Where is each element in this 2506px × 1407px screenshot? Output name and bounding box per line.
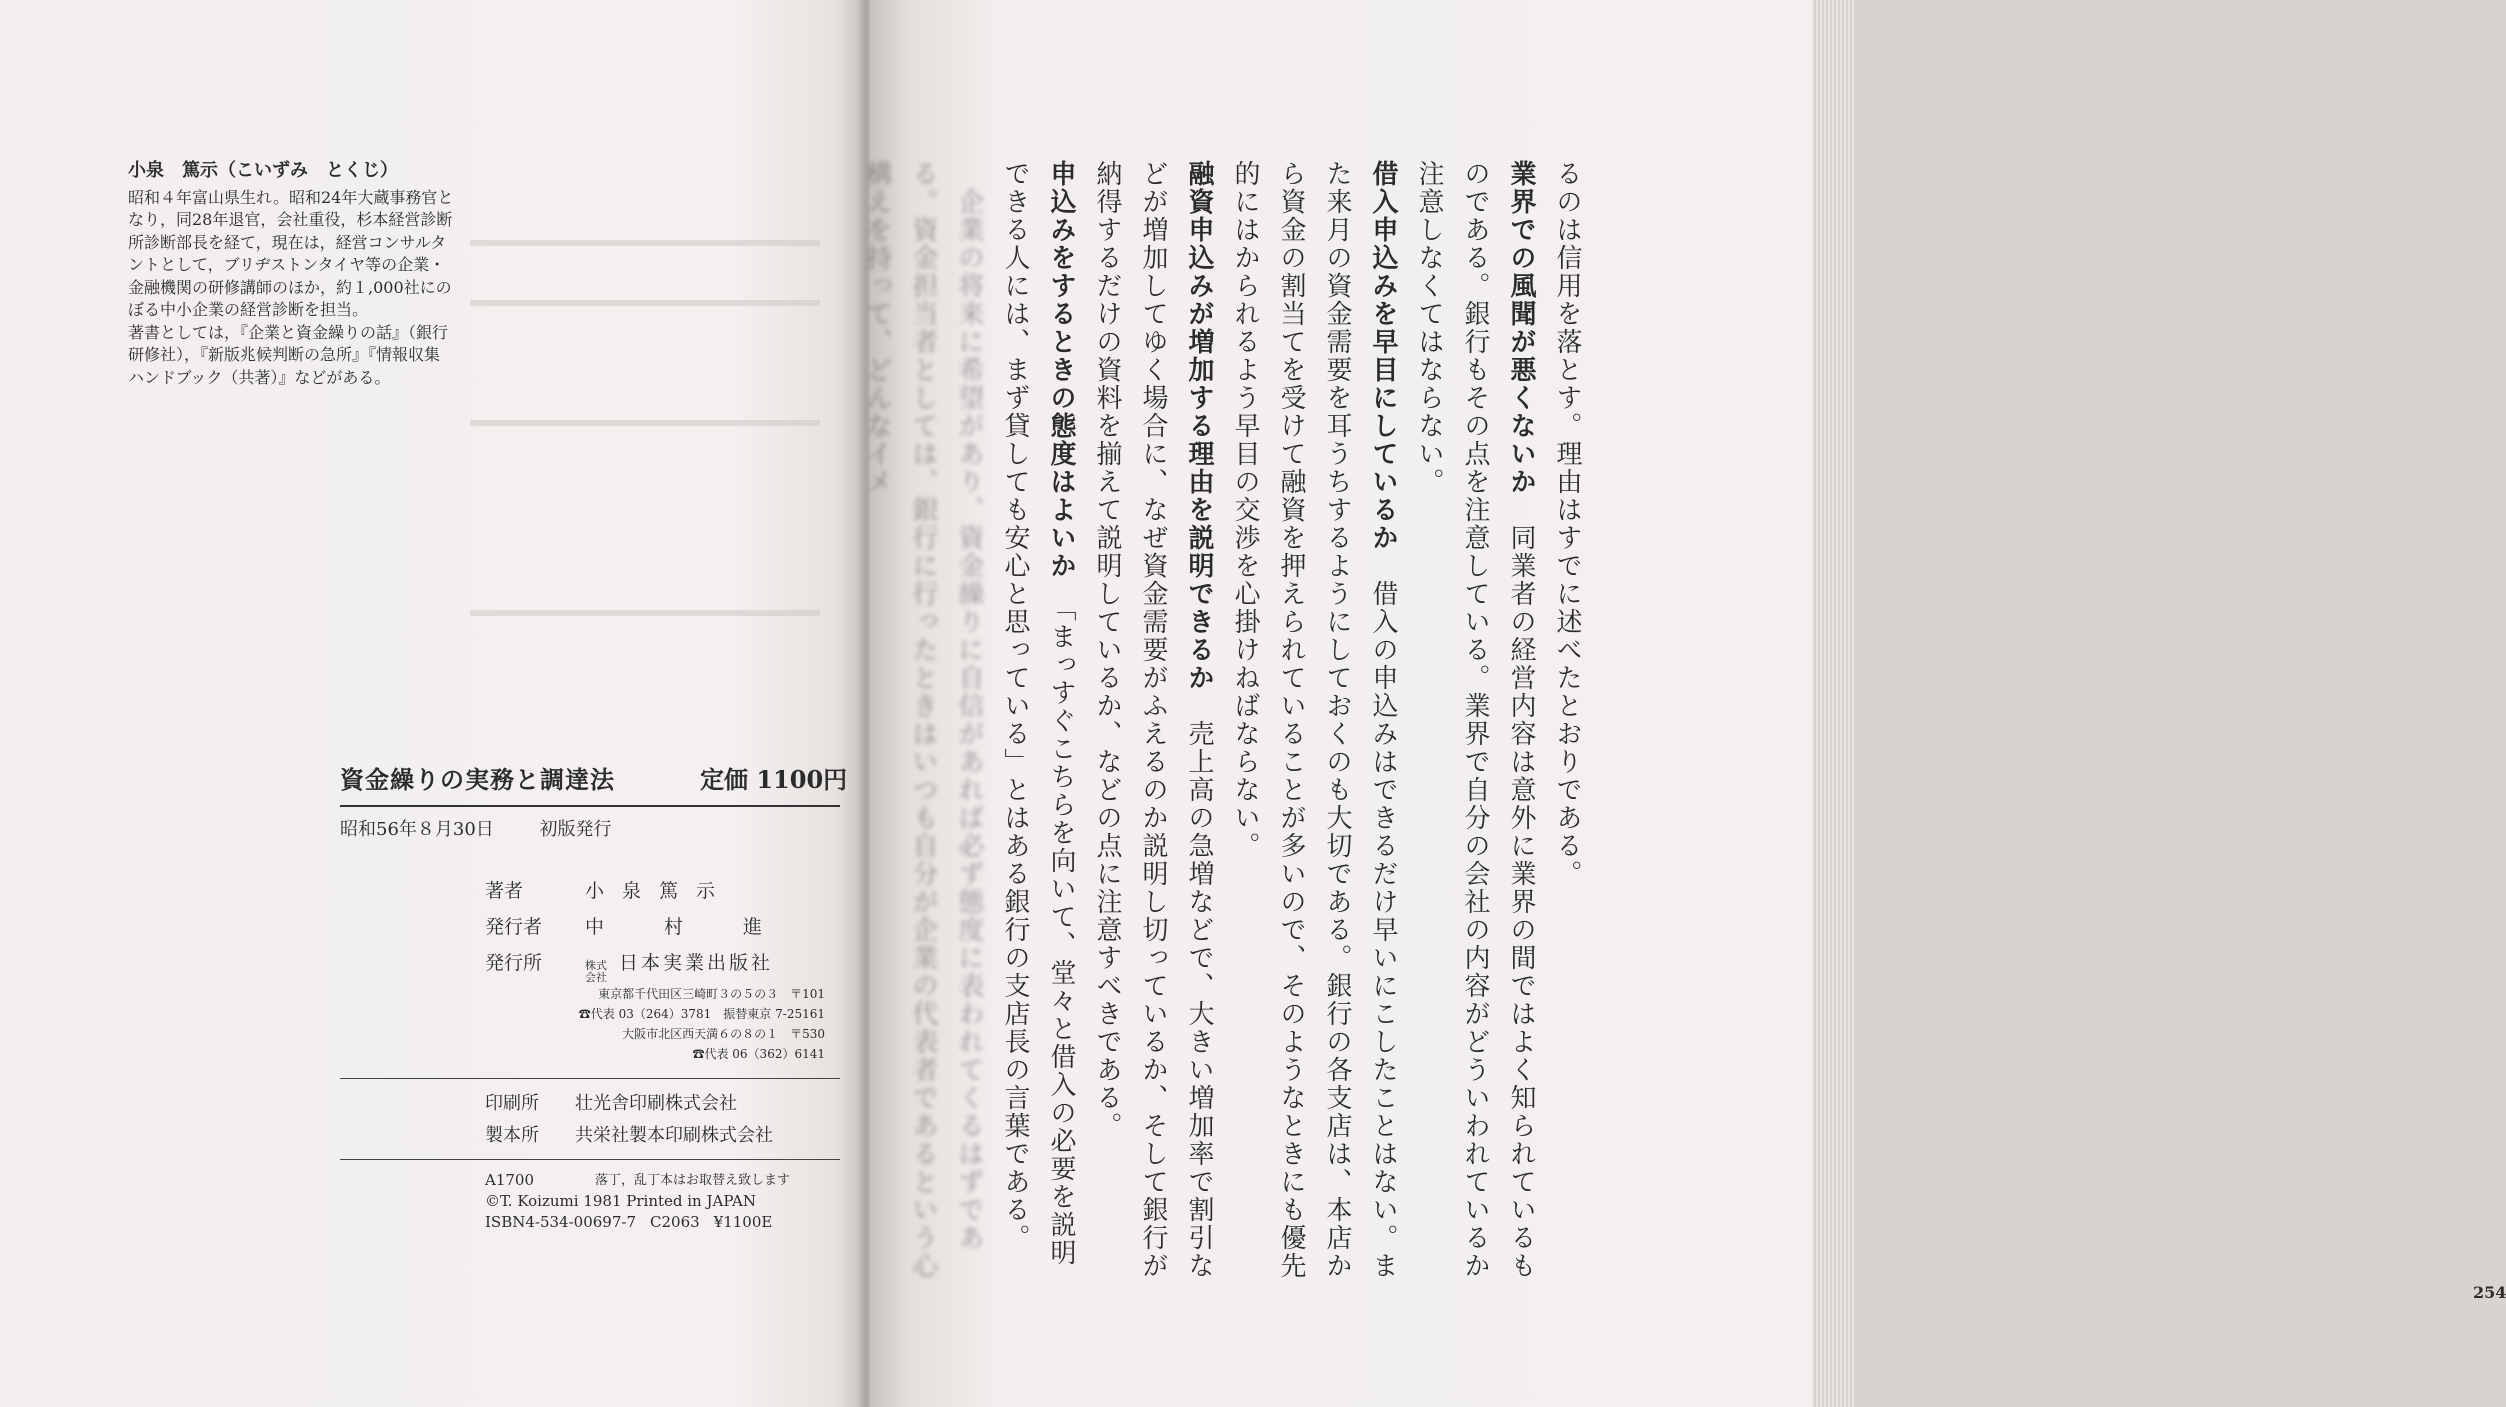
classification-code: C2063 [650,1213,700,1231]
bio-line: ぼる中小企業の経営診断を担当。 [128,300,369,319]
bio-line: なり，同28年退官，会社重役，杉本経営診断 [128,210,453,229]
bio-line: ハンドブック（共著）』などがある。 [128,367,391,387]
body-paragraph [1544,160,1590,1290]
book-price: 定価 1100円 [700,765,848,794]
bleed-through-mark [470,240,820,246]
staff-role: 発行所 [485,952,543,974]
staff-row-publishing-house [485,948,840,984]
right-page [862,0,2506,1407]
bio-line: 著書としては，『企業と資金繰りの話』（銀行 [128,322,449,342]
book-code: A1700 [485,1171,535,1189]
paragraph-text: 売上高の急増などで、大きい増加率で割引などが増加してゆく場合に、なぜ資金需要がふえるのか説明し切っているか、そして銀行が納得するだけの資料を揃えて説明しているか、などの点に注意すべきである。 [1092,160,1214,1280]
divider [340,1159,840,1160]
paragraph-text: 「まっすぐこちらを向いて、堂々と借入の必要を説明できる人には、まず貸しても安心と思っている」とはある銀行の支店長の言葉である。 [1000,160,1076,1267]
bio-line: ントとして，ブリヂストンタイヤ等の企業・ [128,255,446,274]
staff-row-publisher [485,912,840,948]
page-edges [1812,0,1855,1407]
body-paragraph [1222,160,1406,1290]
bleed-through-mark [470,610,820,616]
divider [340,805,840,807]
staff-list [485,876,840,984]
divider [340,1078,840,1079]
corp-prefix: 株式会社 [585,959,607,984]
book-title: 資金繰りの実務と調達法 [340,765,615,794]
binder-row [485,1121,840,1153]
section-heading: 申込みをするときの態度はよいか [1046,160,1076,580]
author-name: 小泉 篤示（こいずみ とくじ） [128,160,398,181]
address-line: ☎代表 06（362）6141 [692,1047,825,1061]
body-paragraph [1406,160,1544,1290]
copyright-line: ©T. Koizumi 1981 Printed in JAPAN [485,1192,757,1210]
bio-line: 昭和４年富山県生れ。昭和24年大蔵事務官と [128,187,454,207]
staff-role: 発行者 [485,916,543,938]
bio-line: 所診断部長を経て，現在は，経営コンサルタ [128,232,447,252]
replacement-notice: 落丁，乱丁本はお取替え致します [595,1173,791,1188]
printer-row [485,1089,840,1121]
author-bio [128,160,528,389]
staff-row-author [485,876,840,912]
isbn: ISBN4-534-00697-7 [485,1213,636,1231]
address-line: 大阪市北区西天満６の８の１ 〒530 [622,1027,825,1041]
printer-role: 印刷所 [485,1093,539,1114]
staff-name: 日本実業出版社 [619,952,774,974]
colophon-footer [485,1170,840,1233]
address-line: ☎代表 03（264）3781 振替東京 7-25161 [578,1007,825,1021]
paragraph-text: るのは信用を落とす。理由はすでに述べたとおりである。 [1552,160,1582,888]
publication-date-line [340,815,840,841]
paragraph-text: 借入の申込みはできるだけ早いにこしたことはない。また来月の資金需要を耳うちするようにしておくのも大切である。銀行の各支店は、本店から資金の割当てを受けて融資を押えられていることが多いので、そのようなときにも優先的にはかられるよう早目の交渉を心掛けねばならない。 [1230,160,1398,1280]
paragraph-text: 企業の将来に希望があり、資金繰りに自信があれば必ず態度に表われてくるはずである。資金担当者としては、銀行に行ったときはいつも自分が企業の代表者であるという心構えを持って、どんなイメ [862,160,984,1280]
binder-role: 製本所 [485,1125,539,1146]
paragraph-text: 同業者の経営内容は意外に業界の間ではよく知られているものである。銀行もその点を注意している。業界で自分の会社の内容がどういわれているか注意しなくてはならない。 [1414,160,1536,1280]
edition-label: 初版発行 [539,819,612,840]
address-block [515,984,825,1064]
publication-date: 昭和56年８月30日 [340,819,494,840]
bio-line: 金融機関の研修講師のほか，約１,000社にの [128,277,452,297]
body-paragraph [1084,160,1222,1290]
left-page [0,0,862,1407]
binder-name: 共栄社製本印刷株式会社 [575,1125,773,1146]
staff-name: 中村進 [585,916,823,938]
body-paragraph [992,160,1084,1290]
bio-line: 研修社），『新版兆候判断の急所』『情報収集 [128,345,441,364]
vertical-body-text [854,160,1590,1290]
staff-name: 小泉篤示 [585,880,734,902]
bleed-through-mark [470,300,820,306]
bleed-through-mark [470,420,820,426]
body-paragraph-faded [854,160,992,1290]
section-heading: 融資申込みが増加する理由を説明できるか [1184,160,1214,692]
section-heading: 業界での風聞が悪くないか [1506,160,1536,496]
section-heading: 借入申込みを早目にしているか [1368,160,1398,552]
page-number: 254 [2473,1283,2506,1302]
yen-price: ¥1100E [713,1213,773,1231]
address-line: 東京都千代田区三崎町３の５の３ 〒101 [598,987,825,1001]
colophon [340,760,848,1233]
printer-name: 壮光舎印刷株式会社 [575,1093,737,1114]
staff-role: 著者 [485,880,524,902]
